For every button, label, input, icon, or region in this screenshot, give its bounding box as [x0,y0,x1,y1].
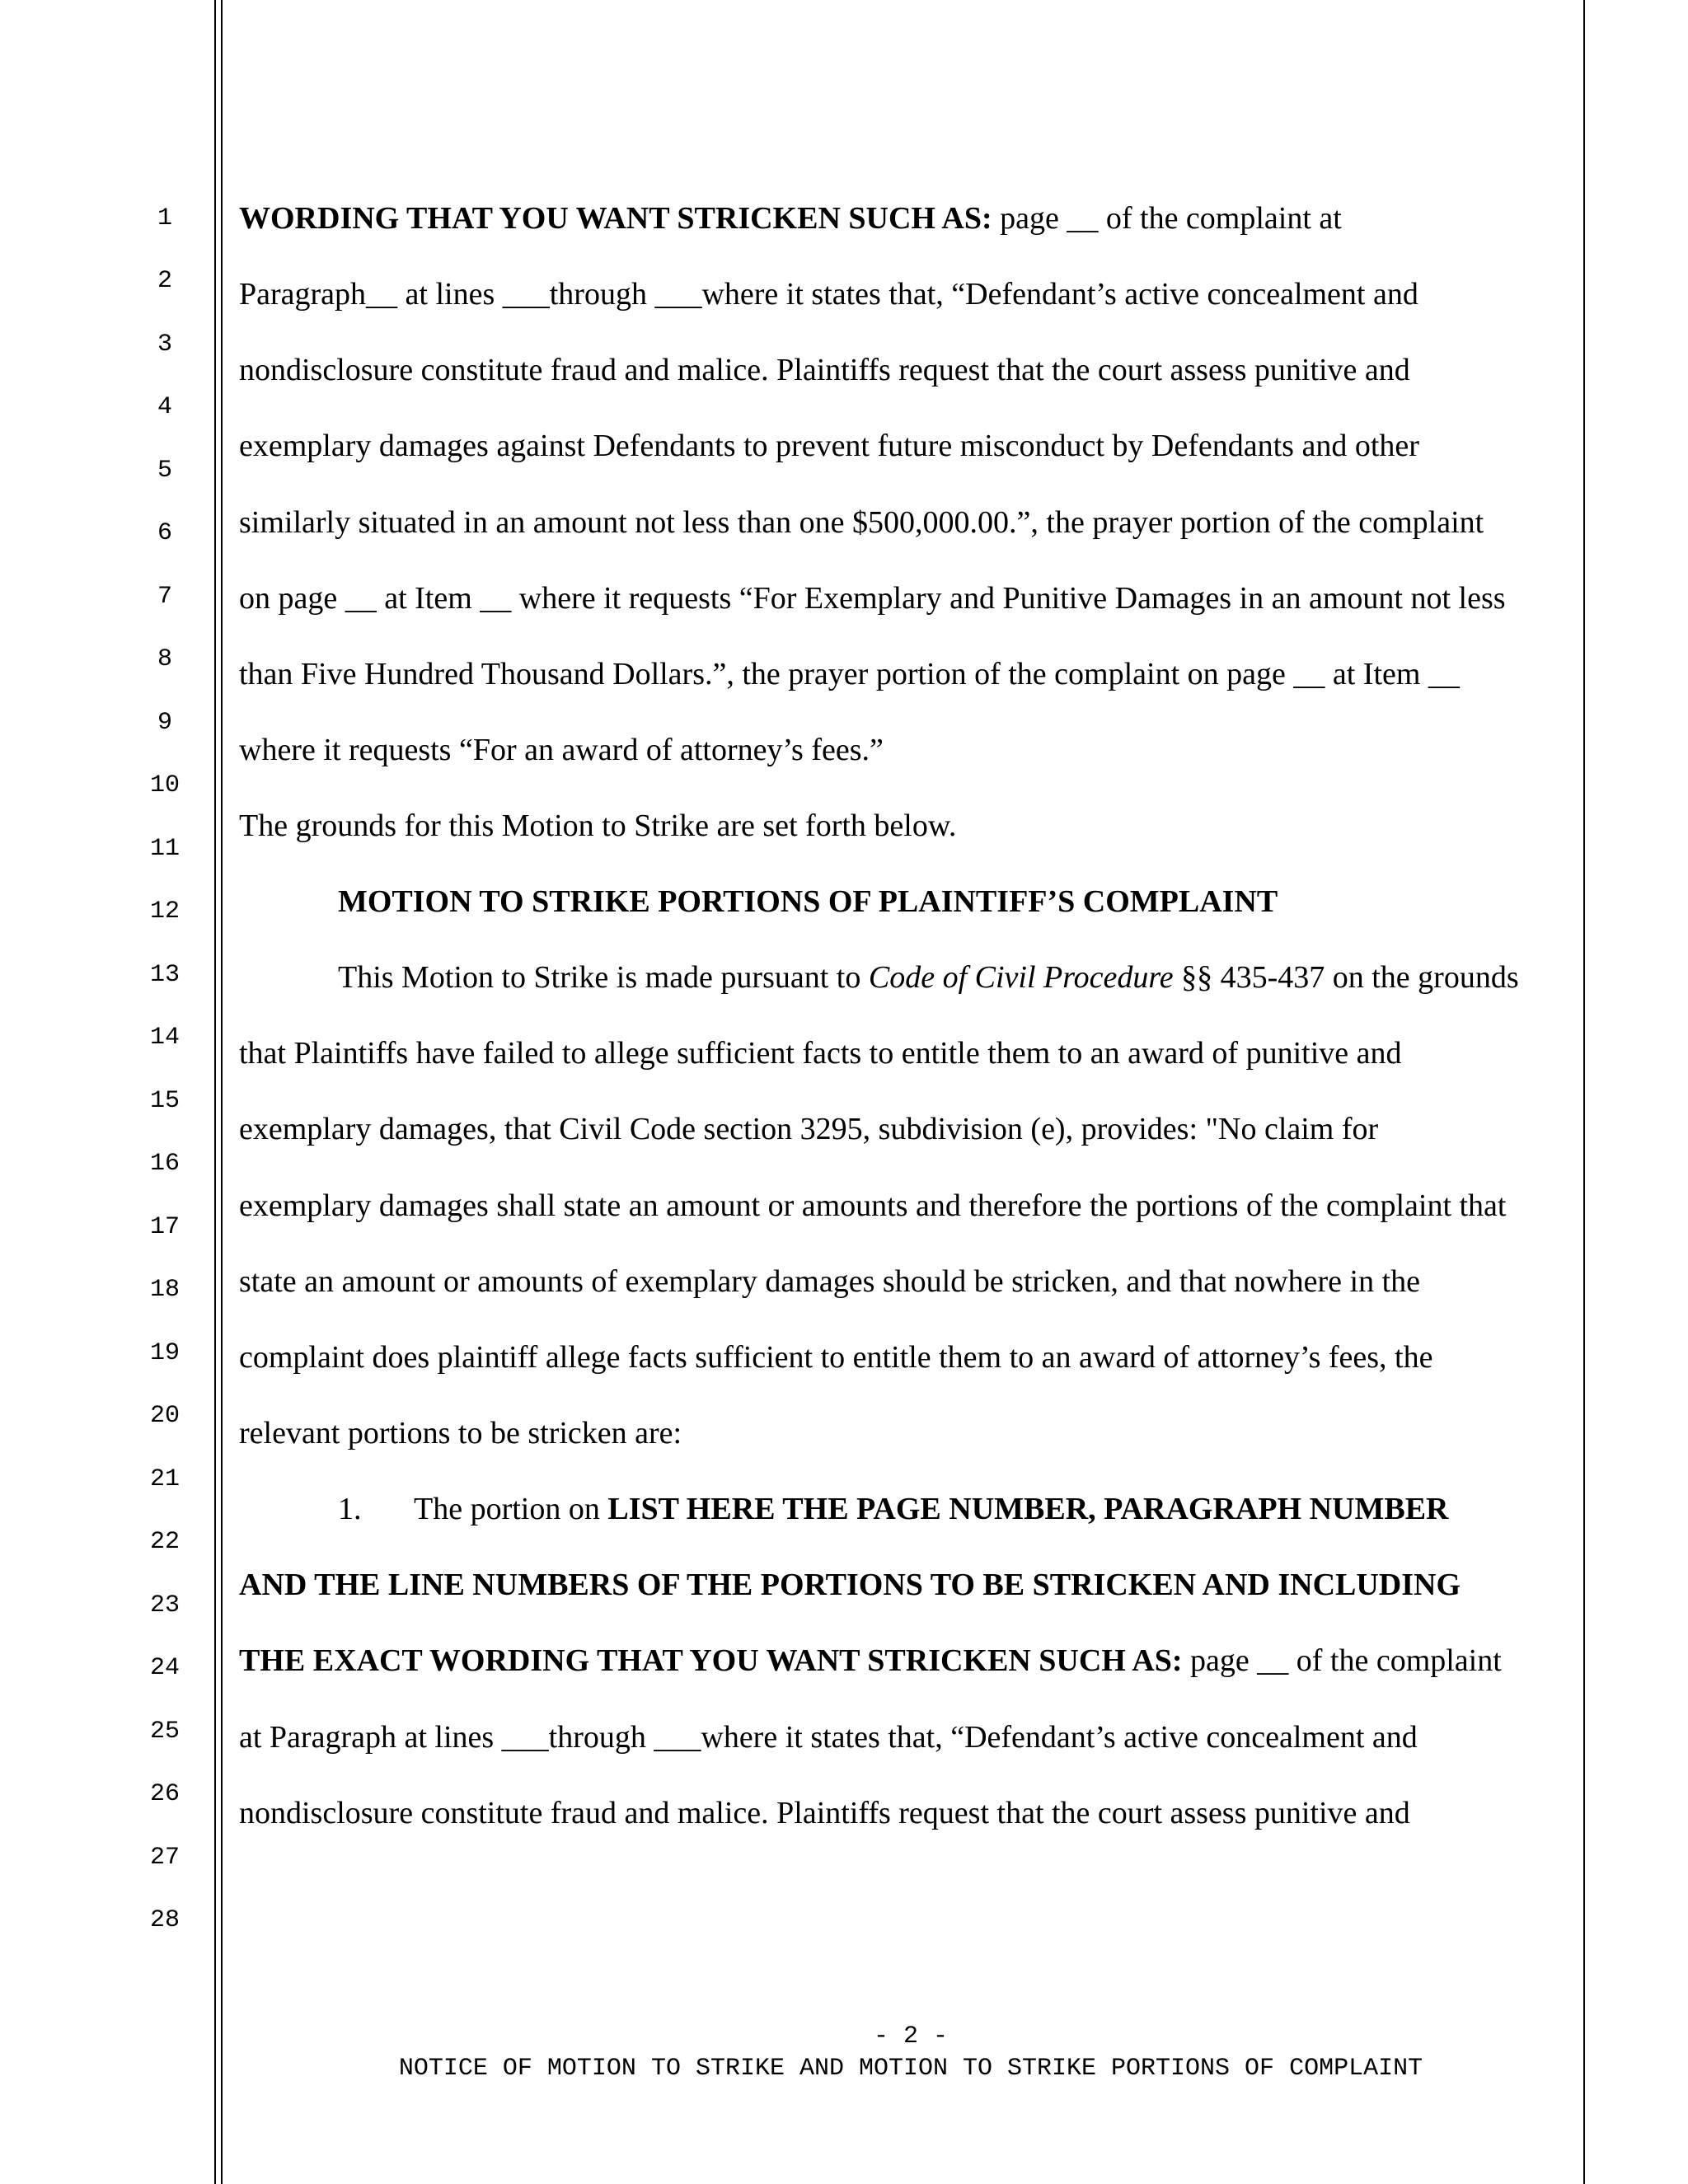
text-line [239,199,1342,237]
text-line: exemplary damages shall state an amount or amounts and therefore the portions of the complaint that [239,1188,1507,1223]
line-number: 24 [149,1654,180,1682]
left-margin-rule-inner [221,0,223,2184]
text-line [338,958,1519,996]
text-line: where it requests “For an award of attorney’s fees.” [239,733,884,767]
text-line: exemplary damages, that Civil Code section 3295, subdivision (e), provides: "No claim for [239,1112,1379,1146]
line-number: 11 [149,835,180,863]
line-number: 4 [157,393,172,421]
line-number: 17 [149,1213,180,1241]
italic-run: Code of Civil Procedure [868,960,1174,995]
line-number: 16 [149,1150,180,1178]
text-line: that Plaintiffs have failed to allege sufficient facts to entitle them to an award of punitive and [239,1036,1402,1071]
line-number: 2 [157,267,172,295]
footer-title: NOTICE OF MOTION TO STRIKE AND MOTION TO STRIKE PORTIONS OF COMPLAINT [398,2055,1423,2083]
text-run: page __ of the complaint [1182,1643,1502,1678]
line-number: 18 [149,1276,180,1304]
bold-run: AND THE LINE NUMBERS OF THE PORTIONS TO BE STRICKEN AND INCLUDING [239,1568,1461,1602]
line-number: 10 [149,771,180,799]
text-line: relevant portions to be stricken are: [239,1416,682,1451]
line-number: 8 [157,645,172,673]
line-number: 13 [149,961,180,989]
text-line: than Five Hundred Thousand Dollars.”, the prayer portion of the complaint on page __ at Item __ [239,657,1460,691]
left-margin-rule-outer [214,0,216,2184]
text-run: page __ of the complaint at [992,201,1342,236]
text-run: This Motion to Strike is made pursuant to [338,960,869,995]
text-line [239,1566,1461,1604]
pleading-body [239,0,1591,2184]
text-line: complaint does plaintiff allege facts sufficient to entitle them to an award of attorney’s fees, the [239,1340,1433,1375]
line-number: 20 [149,1402,180,1430]
list-number: 1. [338,1492,362,1526]
line-number: 12 [149,898,180,926]
line-number: 5 [157,457,172,485]
text-line [239,1642,1502,1680]
text-line: state an amount or amounts of exemplary damages should be stricken, and that nowhere in the [239,1264,1421,1299]
bold-run: THE EXACT WORDING THAT YOU WANT STRICKEN SUCH AS: [239,1643,1183,1678]
text-line: nondisclosure constitute fraud and malice. Plaintiffs request that the court assess punitive and [239,353,1410,387]
line-number: 22 [149,1528,180,1556]
text-line: at Paragraph at lines ___through ___where it states that, “Defendant’s active concealment and [239,1720,1418,1755]
section-heading [338,883,1278,921]
line-number: 7 [157,583,172,611]
bold-run: WORDING THAT YOU WANT STRICKEN SUCH AS: [239,201,992,236]
line-number: 3 [157,330,172,359]
text-line: Paragraph__ at lines ___through ___where it states that, “Defendant’s active concealment and [239,277,1418,312]
line-number: 21 [149,1465,180,1493]
text-line: on page __ at Item __ where it requests “For Exemplary and Punitive Damages in an amount not less [239,581,1506,616]
line-number: 23 [149,1591,180,1619]
list-item-line [338,1490,1448,1528]
line-number: 26 [149,1780,180,1808]
text-line: nondisclosure constitute fraud and malice. Plaintiffs request that the court assess punitive and [239,1796,1410,1830]
line-number: 6 [157,519,172,547]
line-number-column [124,0,206,2184]
line-number: 15 [149,1087,180,1115]
line-number: 25 [149,1718,180,1746]
text-run: The portion on [414,1492,608,1526]
heading-text: MOTION TO STRIKE PORTIONS OF PLAINTIFF’S COMPLAINT [338,884,1278,919]
bold-run: LIST HERE THE PAGE NUMBER, PARAGRAPH NUMBER [607,1492,1449,1526]
line-number: 19 [149,1339,180,1367]
line-number: 28 [149,1906,180,1934]
line-number: 1 [157,204,172,232]
text-line: exemplary damages against Defendants to prevent future misconduct by Defendants and other [239,429,1419,463]
line-number: 9 [157,709,172,737]
text-run: §§ 435-437 on the grounds [1173,960,1519,995]
text-line: similarly situated in an amount not less than one $500,000.00.”, the prayer portion of the complaint [239,505,1484,540]
line-number: 14 [149,1024,180,1052]
line-number: 27 [149,1844,180,1872]
text-line: The grounds for this Motion to Strike are set forth below. [239,808,957,843]
footer-page-number: - 2 - [873,2022,948,2050]
